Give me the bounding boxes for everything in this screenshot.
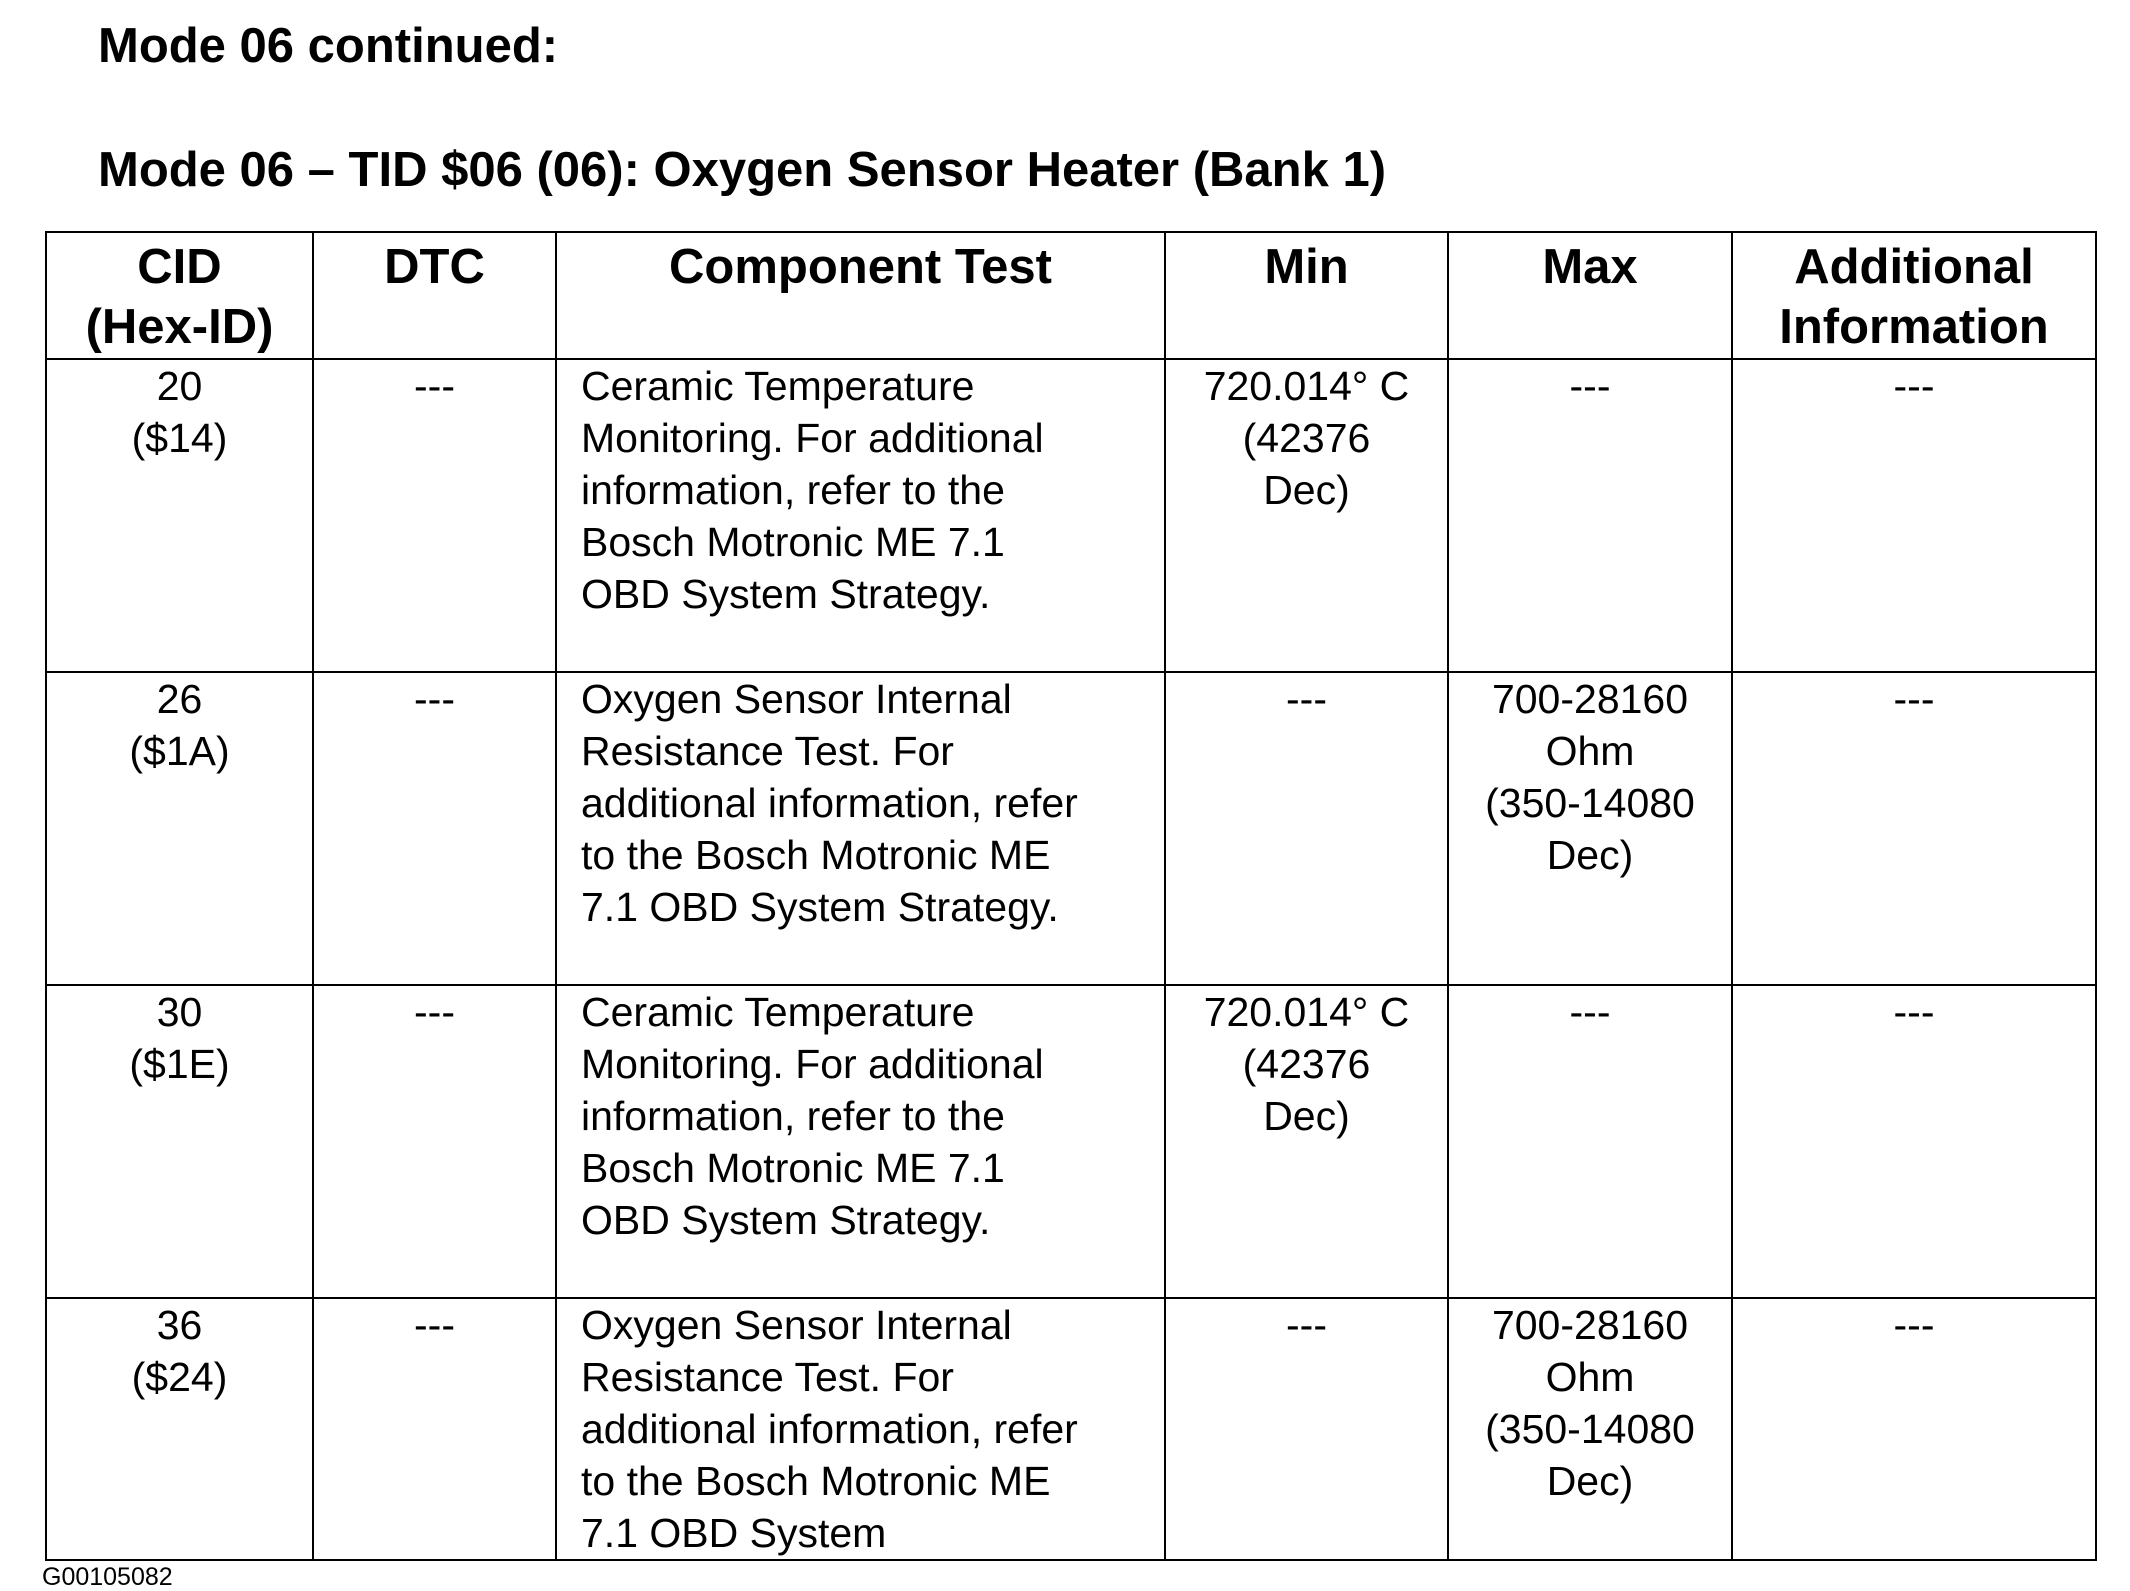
component-test-cell: Oxygen Sensor Internal Resistance Test. For additional information, refer to the Bosch Motronic ME 7.1 OBD System xyxy=(556,1298,1165,1560)
component-test-cell: Oxygen Sensor Internal Resistance Test. For additional information, refer to the Bosch Motronic ME 7.1 OBD System Strategy. xyxy=(556,672,1165,985)
min-cell: 720.014° C (42376 Dec) xyxy=(1165,359,1448,672)
section-title: Mode 06 – TID $06 (06): Oxygen Sensor Heater (Bank 1) xyxy=(98,143,1387,197)
table-row xyxy=(46,985,2096,1298)
column-header-cid: CID (Hex-ID) xyxy=(46,232,313,359)
figure-code: G00105082 xyxy=(42,1563,173,1591)
min-cell: --- xyxy=(1165,1298,1448,1560)
mode06-table xyxy=(45,231,2097,1561)
column-header-additional-information: Additional Information xyxy=(1732,232,2096,359)
cid-cell: 26 ($1A) xyxy=(46,672,313,985)
column-header-dtc: DTC xyxy=(313,232,556,359)
max-cell: 700-28160 Ohm (350-14080 Dec) xyxy=(1448,672,1732,985)
component-test-cell: Ceramic Temperature Monitoring. For additional information, refer to the Bosch Motronic ME 7.1 OBD System Strategy. xyxy=(556,985,1165,1298)
additional-information-cell: --- xyxy=(1732,1298,2096,1560)
cid-cell: 30 ($1E) xyxy=(46,985,313,1298)
table-row xyxy=(46,672,2096,985)
additional-information-cell: --- xyxy=(1732,985,2096,1298)
cid-cell: 20 ($14) xyxy=(46,359,313,672)
continued-heading: Mode 06 continued: xyxy=(98,19,559,73)
dtc-cell: --- xyxy=(313,985,556,1298)
max-cell: --- xyxy=(1448,359,1732,672)
additional-information-cell: --- xyxy=(1732,359,2096,672)
dtc-cell: --- xyxy=(313,672,556,985)
table-header-row xyxy=(46,232,2096,359)
dtc-cell: --- xyxy=(313,1298,556,1560)
max-cell: --- xyxy=(1448,985,1732,1298)
table-row xyxy=(46,359,2096,672)
table-row xyxy=(46,1298,2096,1560)
column-header-component-test: Component Test xyxy=(556,232,1165,359)
column-header-max: Max xyxy=(1448,232,1732,359)
cid-cell: 36 ($24) xyxy=(46,1298,313,1560)
additional-information-cell: --- xyxy=(1732,672,2096,985)
component-test-cell: Ceramic Temperature Monitoring. For additional information, refer to the Bosch Motronic ME 7.1 OBD System Strategy. xyxy=(556,359,1165,672)
dtc-cell: --- xyxy=(313,359,556,672)
max-cell: 700-28160 Ohm (350-14080 Dec) xyxy=(1448,1298,1732,1560)
min-cell: 720.014° C (42376 Dec) xyxy=(1165,985,1448,1298)
column-header-min: Min xyxy=(1165,232,1448,359)
min-cell: --- xyxy=(1165,672,1448,985)
